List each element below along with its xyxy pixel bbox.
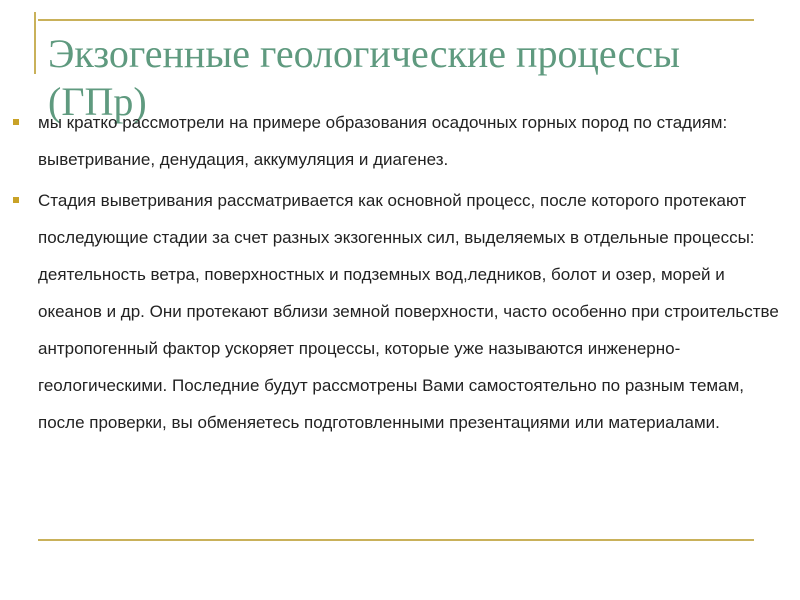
title-left-rule: [34, 12, 36, 74]
bottom-divider: [38, 539, 754, 541]
slide-title: Экзогенные геологические процессы (ГПр): [48, 31, 680, 124]
bullet-item: [13, 182, 783, 441]
top-divider: [38, 19, 754, 21]
bullet-text: мы кратко рассмотрели на примере образования осадочных горных пород по стадиям: выветривание, денудация, аккумуляция и диагенез.: [38, 113, 728, 169]
square-bullet-icon: [13, 119, 19, 125]
bullet-text: Стадия выветривания рассматривается как основной процесс, после которого протекают последующие стадии за счет разных экзогенных сил, выделяемых в отдельные процессы: деятельность ветра, поверхностных и подземных вод,ледников, болот и озер, морей и океанов и др. Они протекают вблизи земной поверхности, часто особенно при строительстве антропогенный фактор ускоряет процессы, которые уже называются инженерно-геологическими. Последние будут рассмотрены Вами самостоятельно по разным темам, после проверки, вы обменяетесь подготовленными презентациями или материалами.: [38, 191, 779, 432]
square-bullet-icon: [13, 197, 19, 203]
bullet-item: [13, 104, 783, 178]
bullet-list: [13, 104, 783, 441]
